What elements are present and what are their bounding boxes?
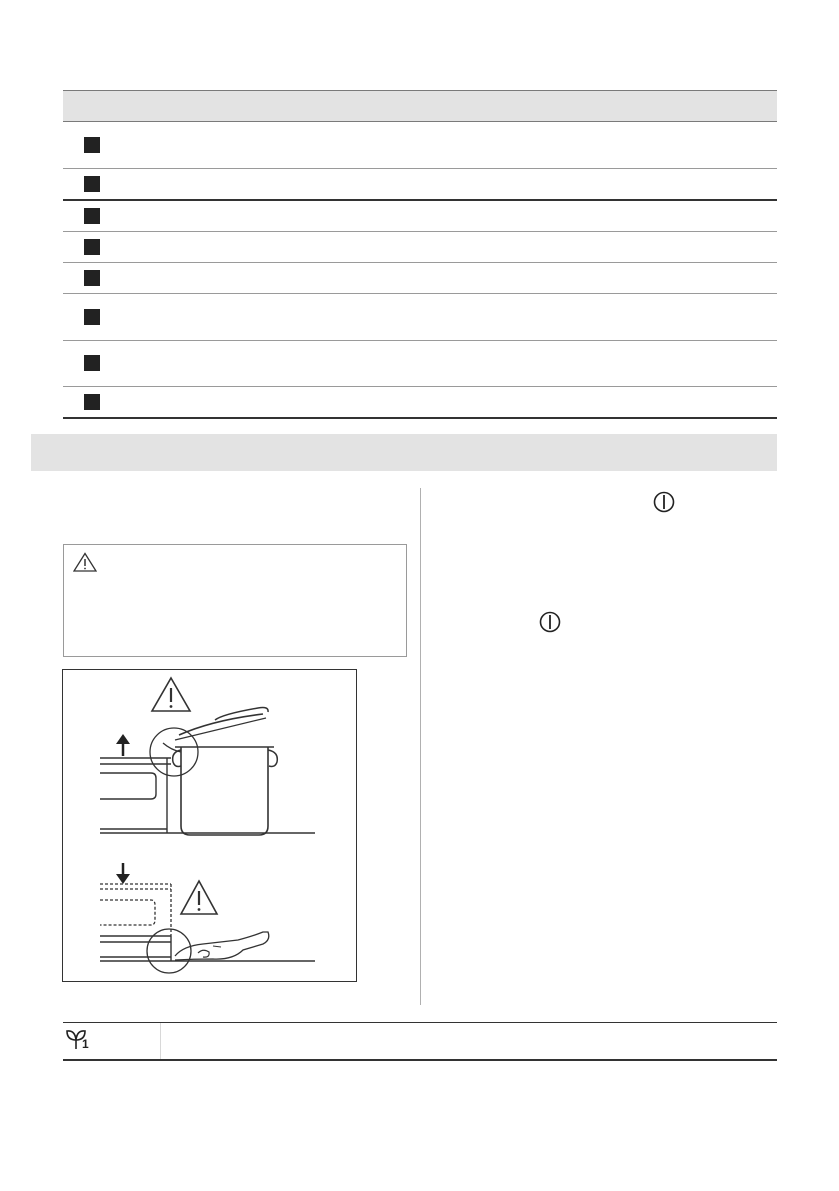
eco-leaf-icon [64, 1027, 96, 1055]
table-row [63, 387, 777, 419]
row-marker-square [84, 239, 100, 255]
row-marker-square [84, 355, 100, 371]
pot-safety-illustration [62, 669, 357, 982]
row-marker-square [84, 176, 100, 192]
table-row [63, 341, 777, 387]
table-row [63, 169, 777, 201]
row-marker-square [84, 270, 100, 286]
table-row [63, 201, 777, 232]
arrow-down-icon [116, 863, 130, 884]
section-heading-bar [31, 434, 777, 471]
footer-cell-divider [160, 1023, 161, 1059]
warning-triangle-icon [73, 552, 97, 572]
eco-icon-subscript: 1 [82, 1037, 89, 1051]
power-icon [652, 490, 676, 514]
row-marker-square [84, 208, 100, 224]
footer-rule-bottom [63, 1059, 777, 1061]
arrow-up-icon [116, 734, 130, 756]
row-marker-square [84, 137, 100, 153]
footer-rule-top [63, 1022, 777, 1023]
table-header [63, 90, 777, 122]
warning-triangle-icon [152, 678, 190, 711]
column-divider [420, 488, 421, 1005]
warning-triangle-icon [181, 881, 217, 914]
row-marker-square [84, 309, 100, 325]
table-row [63, 294, 777, 341]
table-row [63, 122, 777, 169]
row-marker-square [84, 394, 100, 410]
settings-table [63, 90, 777, 419]
power-icon [538, 610, 562, 634]
table-row [63, 232, 777, 263]
warning-box [63, 544, 407, 657]
illustration-drawing [63, 670, 356, 981]
table-row [63, 263, 777, 294]
